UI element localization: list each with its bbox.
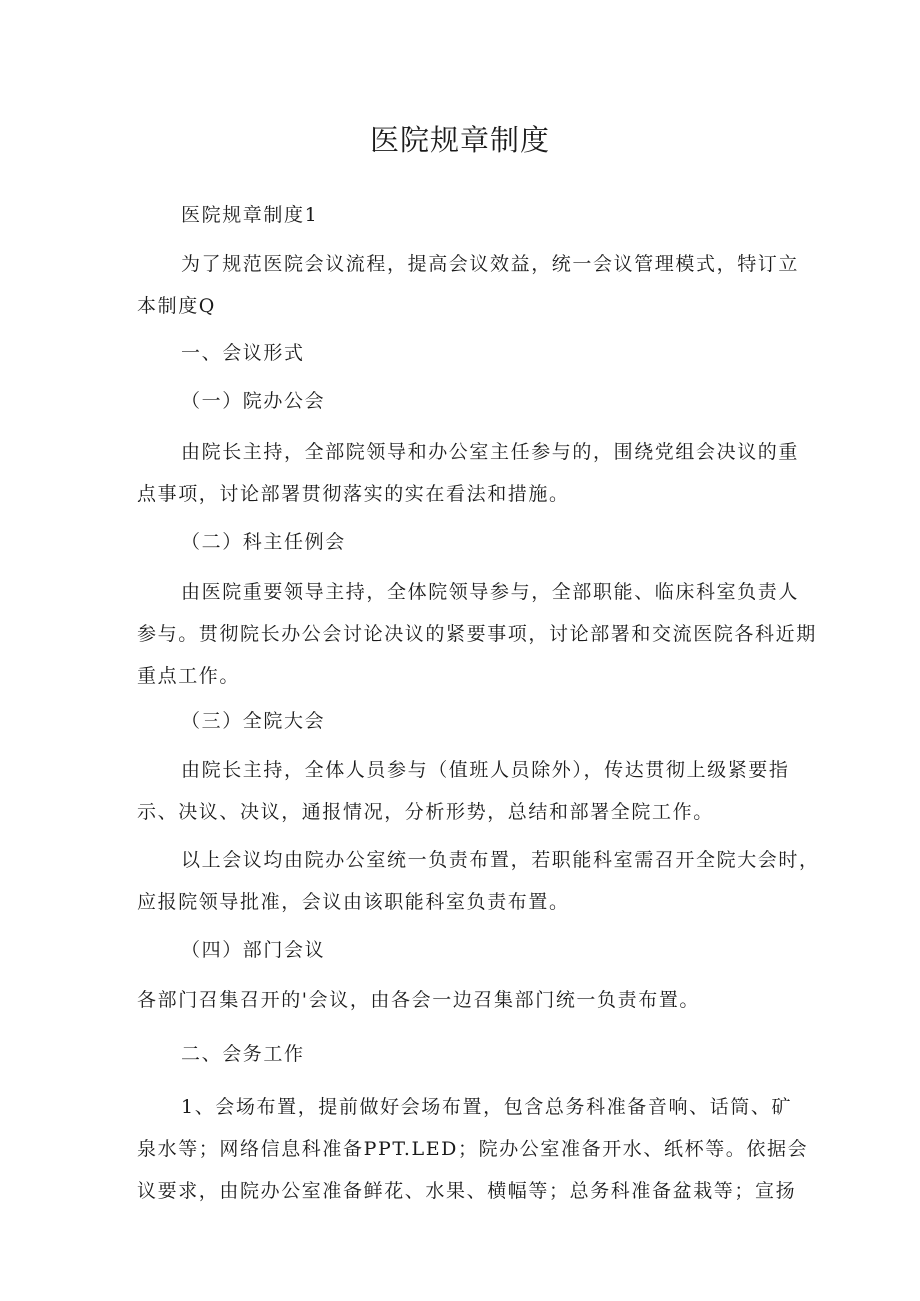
text-line: 泉水等；网络信息科准备PPT.LED；院办公室准备开水、纸杯等。依据会 (137, 1138, 809, 1160)
text-line: 议要求，由院办公室准备鲜花、水果、横幅等；总务科准备盆栽等；宣扬 (137, 1180, 797, 1202)
text-line: 以上会议均由院办公室统一负责布置，若职能科室需召开全院大会时， (181, 849, 820, 871)
text-line: 由院长主持，全体人员参与（值班人员除外），传达贯彻上级紧要指 (181, 759, 790, 781)
meeting-arrangement-note (137, 839, 820, 923)
subsection-heading-2: （二）科主任例会 (181, 531, 346, 553)
subsection-1-body (137, 431, 800, 515)
text-line: 应报院领导批准，会议由该职能科室负责布置。 (137, 891, 570, 913)
subsection-heading-1: （一）院办公会 (181, 390, 326, 412)
text-line: 重点工作。 (137, 665, 241, 687)
text-line: 本制度Q (137, 295, 216, 317)
text-line: 参与。贯彻院长办公会讨论决议的紧要事项，讨论部署和交流医院各科近期 (137, 623, 817, 645)
subsection-2-body (137, 571, 817, 697)
subsection-3-body (137, 749, 797, 833)
text-line: 1、会场布置，提前做好会场布置，包含总务科准备音响、话筒、矿 (181, 1096, 793, 1118)
section-heading-2: 二、会务工作 (181, 1043, 305, 1065)
subsection-4-body (137, 979, 797, 1021)
text-line: 点事项，讨论部署贯彻落实的实在看法和措施。 (137, 483, 570, 505)
subsection-heading-3: （三）全院大会 (181, 710, 326, 732)
subsection-heading-4: （四）部门会议 (181, 939, 326, 961)
text-line: 为了规范医院会议流程，提高会议效益，统一会议管理模式，特订立 (181, 253, 800, 275)
intro-paragraph (137, 243, 800, 327)
text-line: 示、决议、决议，通报情况，分析形势，总结和部署全院工作。 (137, 801, 714, 823)
text-line: 由院长主持，全部院领导和办公室主任参与的，围绕党组会决议的重 (181, 441, 800, 463)
text-line: 由医院重要领导主持，全体院领导参与，全部职能、临床科室负责人 (181, 581, 800, 603)
section-heading-1: 一、会议形式 (181, 342, 305, 364)
document-title: 医院规章制度 (369, 123, 550, 157)
document-subtitle: 医院规章制度1 (181, 204, 319, 226)
text-line: 各部门召集召开的'会议，由各会一边召集部门统一负责布置。 (137, 989, 701, 1011)
item-1-body (137, 1086, 809, 1212)
